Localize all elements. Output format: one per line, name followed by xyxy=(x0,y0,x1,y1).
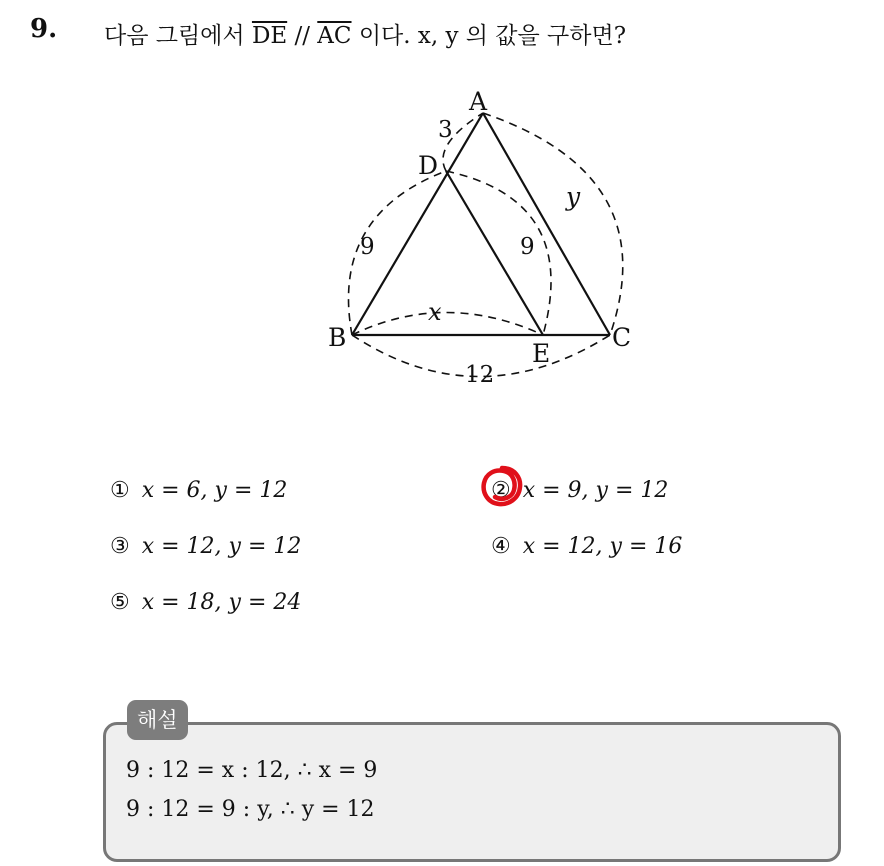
choice-4-number: ④ xyxy=(491,534,511,559)
question-text-prefix: 다음 그림에서 xyxy=(104,23,252,49)
choice-1[interactable] xyxy=(110,478,287,503)
arc-ac xyxy=(483,113,623,335)
label-bc: 12 xyxy=(465,362,495,388)
parallel-symbol: // xyxy=(287,23,318,49)
question-text-suffix: 이다. x, y 의 값을 구하면? xyxy=(351,23,627,49)
choice-5-number: ⑤ xyxy=(110,590,130,615)
choice-4[interactable] xyxy=(491,534,682,559)
choice-1-text: x = 6, y = 12 xyxy=(141,478,288,503)
choice-3[interactable] xyxy=(110,534,301,559)
segment-ac: $\overline{AC}$ xyxy=(317,23,352,49)
point-a: A xyxy=(469,87,488,116)
arc-be xyxy=(352,313,543,336)
choice-5-text: x = 18, y = 24 xyxy=(141,590,302,615)
choice-3-text: x = 12, y = 12 xyxy=(141,534,302,559)
label-ad: 3 xyxy=(438,117,453,143)
answer-mark-icon xyxy=(478,462,526,510)
point-e: E xyxy=(532,339,551,368)
segment-de: $\overline{DE}$ xyxy=(251,23,288,49)
choice-1-number: ① xyxy=(110,478,130,503)
point-b: B xyxy=(328,323,347,352)
label-bd: 9 xyxy=(360,234,375,260)
solution-line-1: 9 : 12 = x : 12, ∴ x = 9 xyxy=(126,758,378,783)
choice-3-number: ③ xyxy=(110,534,130,559)
choice-4-text: x = 12, y = 16 xyxy=(522,534,683,559)
solution-box xyxy=(103,722,841,862)
point-d: D xyxy=(418,151,439,180)
solution-tag: 해설 xyxy=(127,700,188,740)
question-number: 9. xyxy=(30,14,58,44)
label-de: 9 xyxy=(520,234,535,260)
label-be: x xyxy=(428,298,442,326)
solution-line-2: 9 : 12 = 9 : y, ∴ y = 12 xyxy=(126,797,375,822)
point-c: C xyxy=(612,323,632,352)
side-ac xyxy=(483,113,610,335)
label-ac: y xyxy=(566,182,581,211)
choice-5[interactable] xyxy=(110,590,301,615)
choice-2-number: ② xyxy=(491,478,511,503)
choice-2-text: x = 9, y = 12 xyxy=(522,478,669,503)
